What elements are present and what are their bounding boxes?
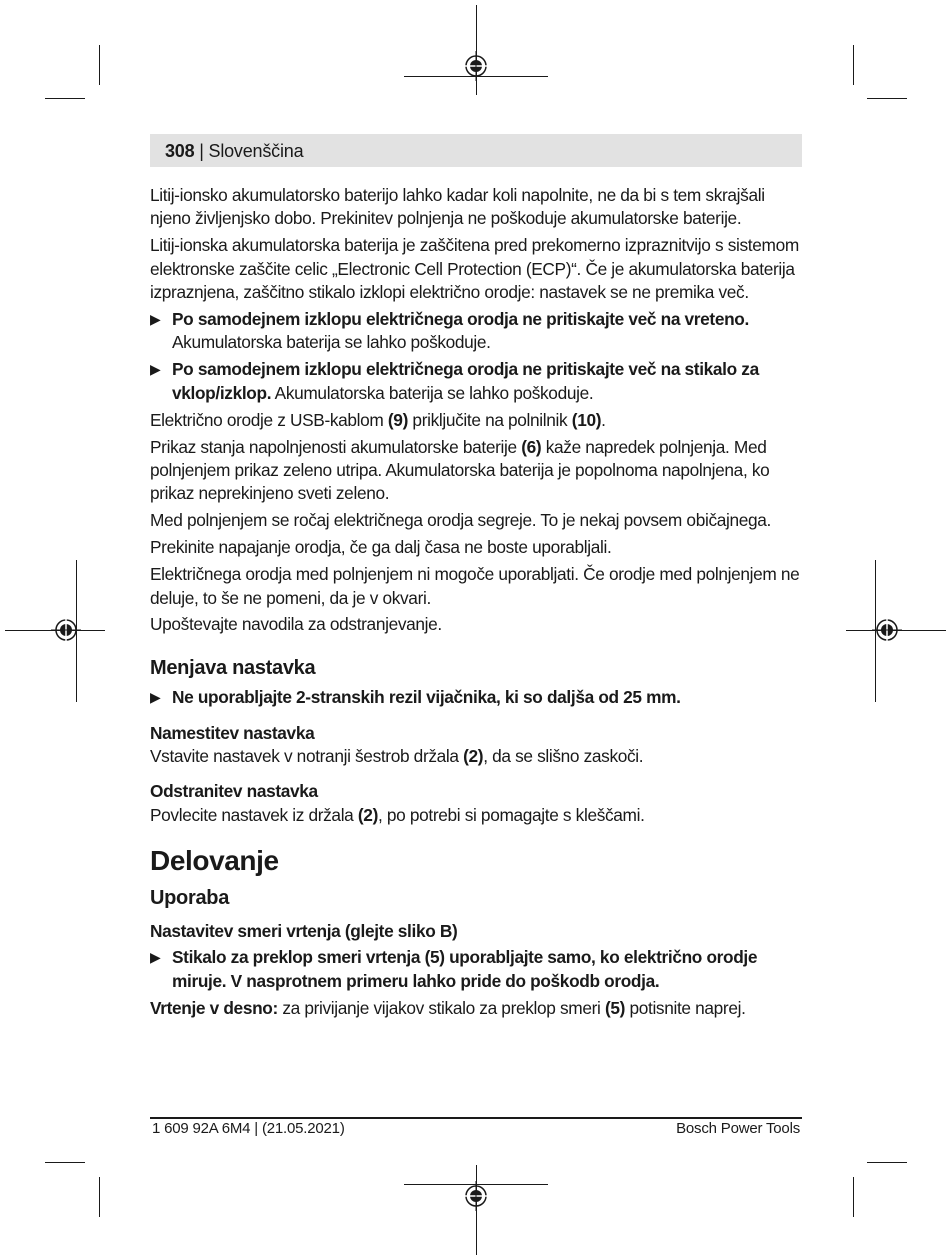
bullet-arrow-icon: ▶ [150,689,161,706]
registration-mark-icon [461,1181,491,1211]
crop-mark [476,5,477,95]
warning-item [150,358,805,405]
footer-document-id: 1 609 92A 6M4 | (21.05.2021) [152,1120,345,1137]
crop-mark [45,98,85,99]
bullet-arrow-icon: ▶ [150,361,161,378]
page-content [150,184,805,1024]
chapter-heading: Delovanje [150,845,279,877]
paragraph: Litij-ionsko akumulatorsko baterijo lahko kadar koli napolnite, ne da bi s tem skrajšali njeno življenjsko dobo. Prekinitev polnjenja ne poškoduje akumulatorske baterije. [150,185,765,229]
paragraph: Električnega orodja med polnjenjem ni mogoče uporabljati. Če orodje med polnjenjem ne deluje, to še ne pomeni, da je v okvari. [150,564,800,608]
registration-mark-icon [51,615,81,645]
crop-mark [99,45,100,85]
bullet-arrow-icon: ▶ [150,949,161,966]
warning-text: Ne uporabljajte 2-stranskih rezil vijačnika, ki so daljša od 25 mm. [172,687,681,708]
paragraph: Prekinite napajanje orodja, če ga dalj časa ne boste uporabljali. [150,537,612,558]
warning-item [150,686,805,709]
warning-note: Akumulatorska baterija se lahko poškoduje. [274,382,594,403]
footer-brand: Bosch Power Tools [676,1120,800,1137]
paragraph: Vstavite nastavek v notranji šestrob držala (2), da se slišno zaskoči. [150,746,644,767]
paragraph: Povlecite nastavek iz držala (2), po potrebi si pomagajte s kleščami. [150,804,645,825]
crop-mark [45,1162,85,1163]
warning-text: Stikalo za preklop smeri vrtenja (5) uporabljajte samo, ko električno orodje miruje. V nasprotnem primeru lahko pride do poškodb orodja. [172,947,758,991]
header-language: Slovenščina [208,141,304,161]
footer-rule [150,1117,802,1119]
crop-mark [853,1177,854,1217]
subsection-heading: Odstranitev nastavka [150,781,318,802]
warning-item [150,946,805,993]
paragraph: Litij-ionska akumulatorska baterija je zaščitena pred prekomerno izpraznitvijo s sistemom elektronske zaščite celic „Electronic Cell Protection (ECP)“. Če je akumulatorska baterija izpraznjena, zaščitno stikalo izklopi električno orodje: nastavek se ne premika več. [150,235,799,303]
crop-mark [99,1177,100,1217]
warning-item [150,308,805,355]
section-heading: Menjava nastavka [150,656,316,679]
paragraph: Prikaz stanja napolnjenosti akumulatorske baterije (6) kaže napredek polnjenja. Med polnjenjem prikaz zeleno utripa. Akumulatorska baterija je popolnoma napolnjena, ko prikaz neprekinjeno sveti zeleno. [150,436,770,504]
subsection-heading: Nastavitev smeri vrtenja (glejte sliko B) [150,921,458,942]
warning-text: Po samodejnem izklopu električnega orodja ne pritiskajte več na vreteno. [172,309,749,330]
paragraph: Upoštevajte navodila za odstranjevanje. [150,614,442,635]
registration-mark-icon [461,51,491,81]
paragraph: Vrtenje v desno: za privijanje vijakov stikalo za preklop smeri (5) potisnite naprej. [150,997,746,1018]
paragraph: Med polnjenjem se ročaj električnega orodja segreje. To je nekaj povsem običajnega. [150,510,771,531]
subsection-heading: Namestitev nastavka [150,722,315,743]
warning-note: Akumulatorska baterija se lahko poškoduje. [172,332,491,353]
page-number: 308 [165,141,195,161]
paragraph: Električno orodje z USB-kablom (9) priključite na polnilnik (10). [150,409,606,430]
warning-text: Po samodejnem izklopu električnega orodja ne pritiskajte več na stikalo za vklop/izklop. [172,359,759,403]
bullet-arrow-icon: ▶ [150,311,161,328]
crop-mark [867,1162,907,1163]
crop-mark [853,45,854,85]
section-heading: Uporaba [150,886,230,909]
page-header: 308 | Slovenščina [165,141,304,161]
crop-mark [867,98,907,99]
registration-mark-icon [872,615,902,645]
